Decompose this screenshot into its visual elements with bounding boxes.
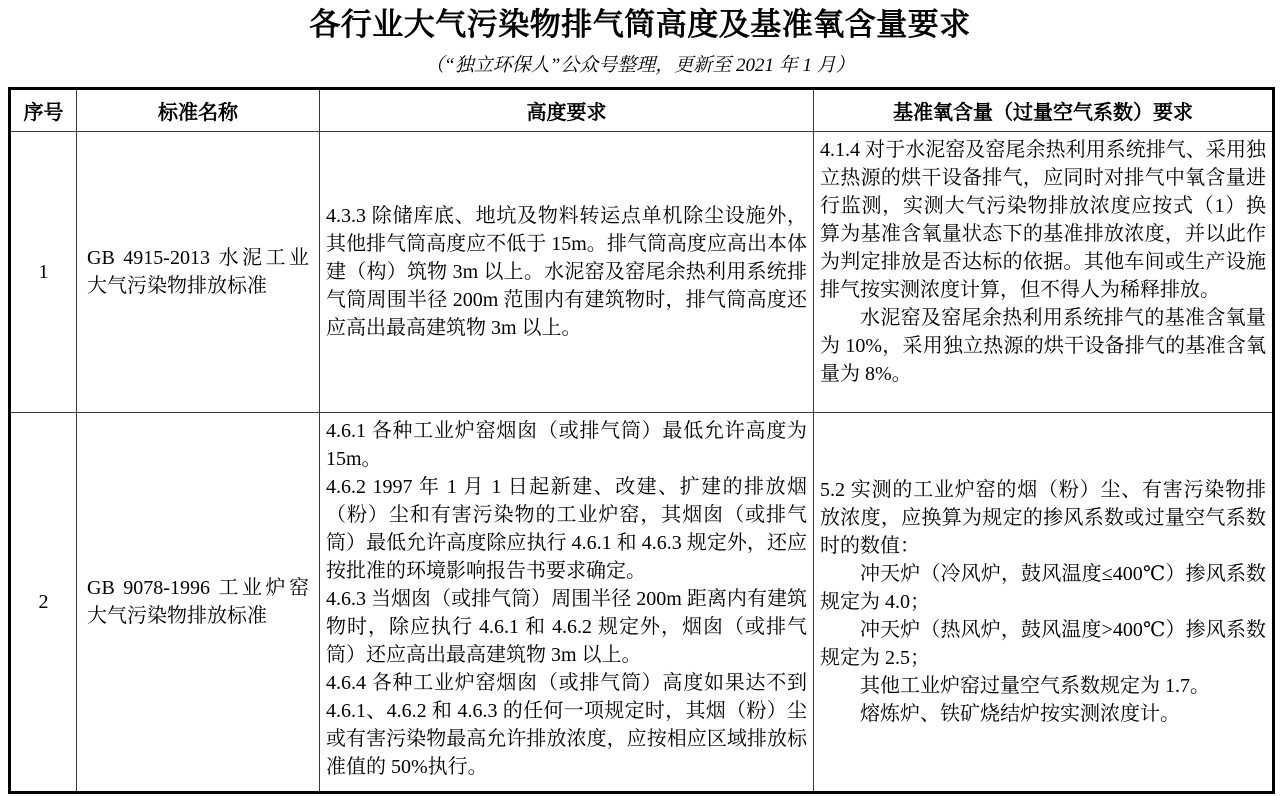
column-header-standard-name: 标准名称 xyxy=(77,89,320,132)
oxygen-requirement-cell xyxy=(814,132,1274,413)
standard-name-cell: GB 9078-1996 工业炉窑大气污染物排放标准 xyxy=(77,413,320,793)
row-index: 1 xyxy=(10,132,77,413)
paragraph: 冲天炉（热风炉，鼓风温度>400℃）掺风系数规定为 2.5； xyxy=(820,619,1266,669)
paragraph: 4.1.4 对于水泥窑及窑尾余热利用系统排气、采用独立热源的烘干设备排气，应同时对排气中氧含量进行监测，实测大气污染物排放浓度应按式（1）换算为基准含氧量状态下的基准排放浓度，并以此作为判定排放是否达标的依据。其他车间或生产设施排气按实测浓度计算，但不得人为稀释排放。 xyxy=(820,139,1266,301)
paragraph: 5.2 实测的工业炉窑的烟（粉）尘、有害污染物排放浓度，应换算为规定的掺风系数或过量空气系数时的数值： xyxy=(820,479,1266,557)
paragraph: 4.6.3 当烟囱（或排气筒）周围半径 200m 距离内有建筑物时，除应执行 4.6.1 和 4.6.2 规定外，烟囱（或排气筒）还应高出最高建筑物 3m 以上。 xyxy=(326,588,807,666)
height-requirement-cell xyxy=(320,413,814,793)
oxygen-requirement-cell xyxy=(814,413,1274,793)
paragraph: 冲天炉（冷风炉，鼓风温度≤400℃）掺风系数规定为 4.0； xyxy=(820,563,1266,613)
column-header-oxygen-requirement: 基准氧含量（过量空气系数）要求 xyxy=(814,89,1274,132)
row-index: 2 xyxy=(10,413,77,793)
paragraph: 4.6.2 1997 年 1 月 1 日起新建、改建、扩建的排放烟（粉）尘和有害污染物的工业炉窑，其烟囱（或排气筒）最低允许高度除应执行 4.6.1 和 4.6.3 规定外，还应按批准的环境影响报告书要求确定。 xyxy=(326,476,807,582)
column-header-index: 序号 xyxy=(10,89,77,132)
height-requirement-cell xyxy=(320,132,814,413)
table-row xyxy=(10,132,1274,413)
paragraph: 水泥窑及窑尾余热利用系统排气的基准含氧量为 10%，采用独立热源的烘干设备排气的基准含氧量为 8%。 xyxy=(820,307,1266,385)
table-row xyxy=(10,413,1274,793)
paragraph: 熔炼炉、铁矿烧结炉按实测浓度计。 xyxy=(860,703,1180,725)
paragraph: 4.6.1 各种工业炉窑烟囱（或排气筒）最低允许高度为 15m。 xyxy=(326,420,807,470)
standard-name-cell: GB 4915-2013 水泥工业大气污染物排放标准 xyxy=(77,132,320,413)
paragraph: 4.6.4 各种工业炉窑烟囱（或排气筒）高度如果达不到 4.6.1、4.6.2 和 4.6.3 的任何一项规定时，其烟（粉）尘或有害污染物最高允许排放浓度，应按相应区域排放标准值的 50%执行。 xyxy=(326,672,807,778)
paragraph: 4.3.3 除储库底、地坑及物料转运点单机除尘设施外，其他排气筒高度应不低于 15m。排气筒高度应高出本体建（构）筑物 3m 以上。水泥窑及窑尾余热利用系统排气筒周围半径 200m 范围内有建筑物时，排气筒高度还应高出最高建筑物 3m 以上。 xyxy=(326,205,807,339)
page-title: 各行业大气污染物排气筒高度及基准氧含量要求 xyxy=(309,7,971,42)
page-subtitle: （“独立环保人”公众号整理，更新至 2021 年 1 月） xyxy=(425,55,855,76)
table-header-row xyxy=(10,89,1274,132)
paragraph: 其他工业炉窑过量空气系数规定为 1.7。 xyxy=(860,675,1210,697)
column-header-height-requirement: 高度要求 xyxy=(320,89,814,132)
requirements-table xyxy=(8,87,1275,794)
